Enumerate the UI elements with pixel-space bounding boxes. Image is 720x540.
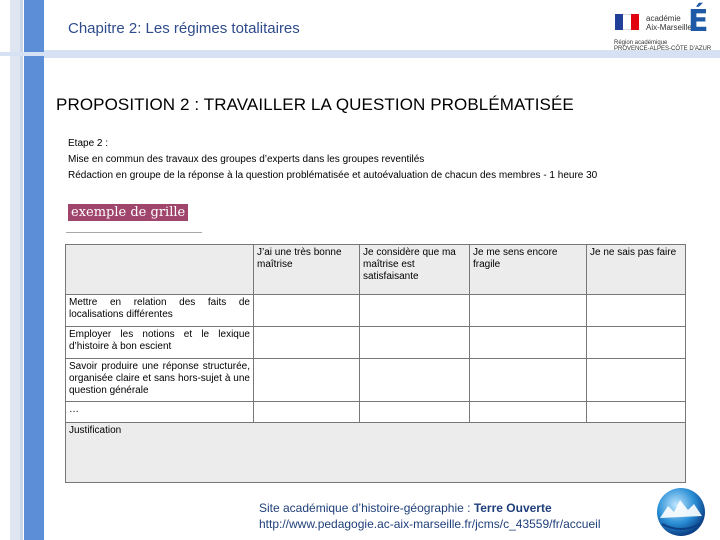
evaluation-grid	[65, 244, 686, 483]
grid-label: exemple de grille	[68, 204, 188, 221]
grid-cell[interactable]	[254, 402, 360, 423]
column-header: Je me sens encore fragile	[470, 245, 587, 295]
table-row	[66, 295, 686, 327]
header-empty-cell	[66, 245, 254, 295]
grid-cell[interactable]	[360, 359, 470, 402]
grid-cell[interactable]	[587, 327, 686, 359]
grid-cell[interactable]	[587, 402, 686, 423]
column-header: Je ne sais pas faire	[587, 245, 686, 295]
site-name: Terre Ouverte	[473, 501, 552, 515]
grid-cell[interactable]	[470, 295, 587, 327]
left-decor-bar	[24, 0, 44, 540]
steps-text	[68, 136, 597, 184]
left-decor-light	[10, 0, 20, 540]
grid-cell[interactable]	[360, 402, 470, 423]
criterion-cell: Mettre en relation des faits de localisations différentes	[66, 295, 254, 327]
grid-cell[interactable]	[587, 359, 686, 402]
table-header-row	[66, 245, 686, 295]
table-row	[66, 327, 686, 359]
chapter-title: Chapitre 2: Les régimes totalitaires	[68, 20, 300, 37]
footer-url[interactable]: http://www.pedagogie.ac-aix-marseille.fr/jcms/c_43559/fr/accueil	[259, 517, 601, 531]
logo-region: Région académique PROVENCE-ALPES-CÔTE D'AZUR	[614, 40, 712, 52]
page-title: PROPOSITION 2 : TRAVAILLER LA QUESTION PROBLÉMATISÉE	[56, 95, 574, 114]
step-line: Mise en commun des travaux des groupes d’experts dans les groupes reventilés	[68, 154, 425, 165]
grid-cell[interactable]	[470, 402, 587, 423]
column-header: Je considère que ma maîtrise est satisfaisante	[360, 245, 470, 295]
criterion-cell: …	[66, 402, 254, 423]
grid-cell[interactable]	[587, 295, 686, 327]
grid-cell[interactable]	[470, 359, 587, 402]
criterion-cell: Employer les notions et le lexique d’histoire à bon escient	[66, 327, 254, 359]
grid-cell[interactable]	[470, 327, 587, 359]
logo-text: académie Aix-Marseille	[646, 14, 692, 32]
column-header: J’ai une très bonne maîtrise	[254, 245, 360, 295]
left-decor-thin	[20, 0, 23, 540]
grid-cell[interactable]	[254, 327, 360, 359]
justification-cell[interactable]: Justification	[66, 423, 686, 483]
step-line: Rédaction en groupe de la réponse à la question problématisée et autoévaluation de chacun des membres - 1 heure 30	[68, 170, 598, 181]
footer-line-1: Site académique d’histoire-géographie : Terre Ouverte	[259, 501, 552, 515]
grid-cell[interactable]	[360, 327, 470, 359]
table-row	[66, 359, 686, 402]
table-row	[66, 402, 686, 423]
criterion-cell: Savoir produire une réponse structurée, organisée claire et sans hors-sujet à une question générale	[66, 359, 254, 402]
french-flag-icon	[615, 14, 639, 30]
grid-cell[interactable]	[254, 359, 360, 402]
academy-logo	[612, 4, 712, 52]
footer	[259, 500, 600, 532]
header-rule-left	[0, 52, 44, 56]
step-heading: Etape 2 :	[68, 138, 109, 149]
justification-row	[66, 423, 686, 483]
grid-cell[interactable]	[360, 295, 470, 327]
globe-logo-icon	[652, 484, 710, 538]
grid-cell[interactable]	[254, 295, 360, 327]
logo-letter: É	[688, 4, 709, 39]
grid-label-underline	[66, 232, 202, 233]
